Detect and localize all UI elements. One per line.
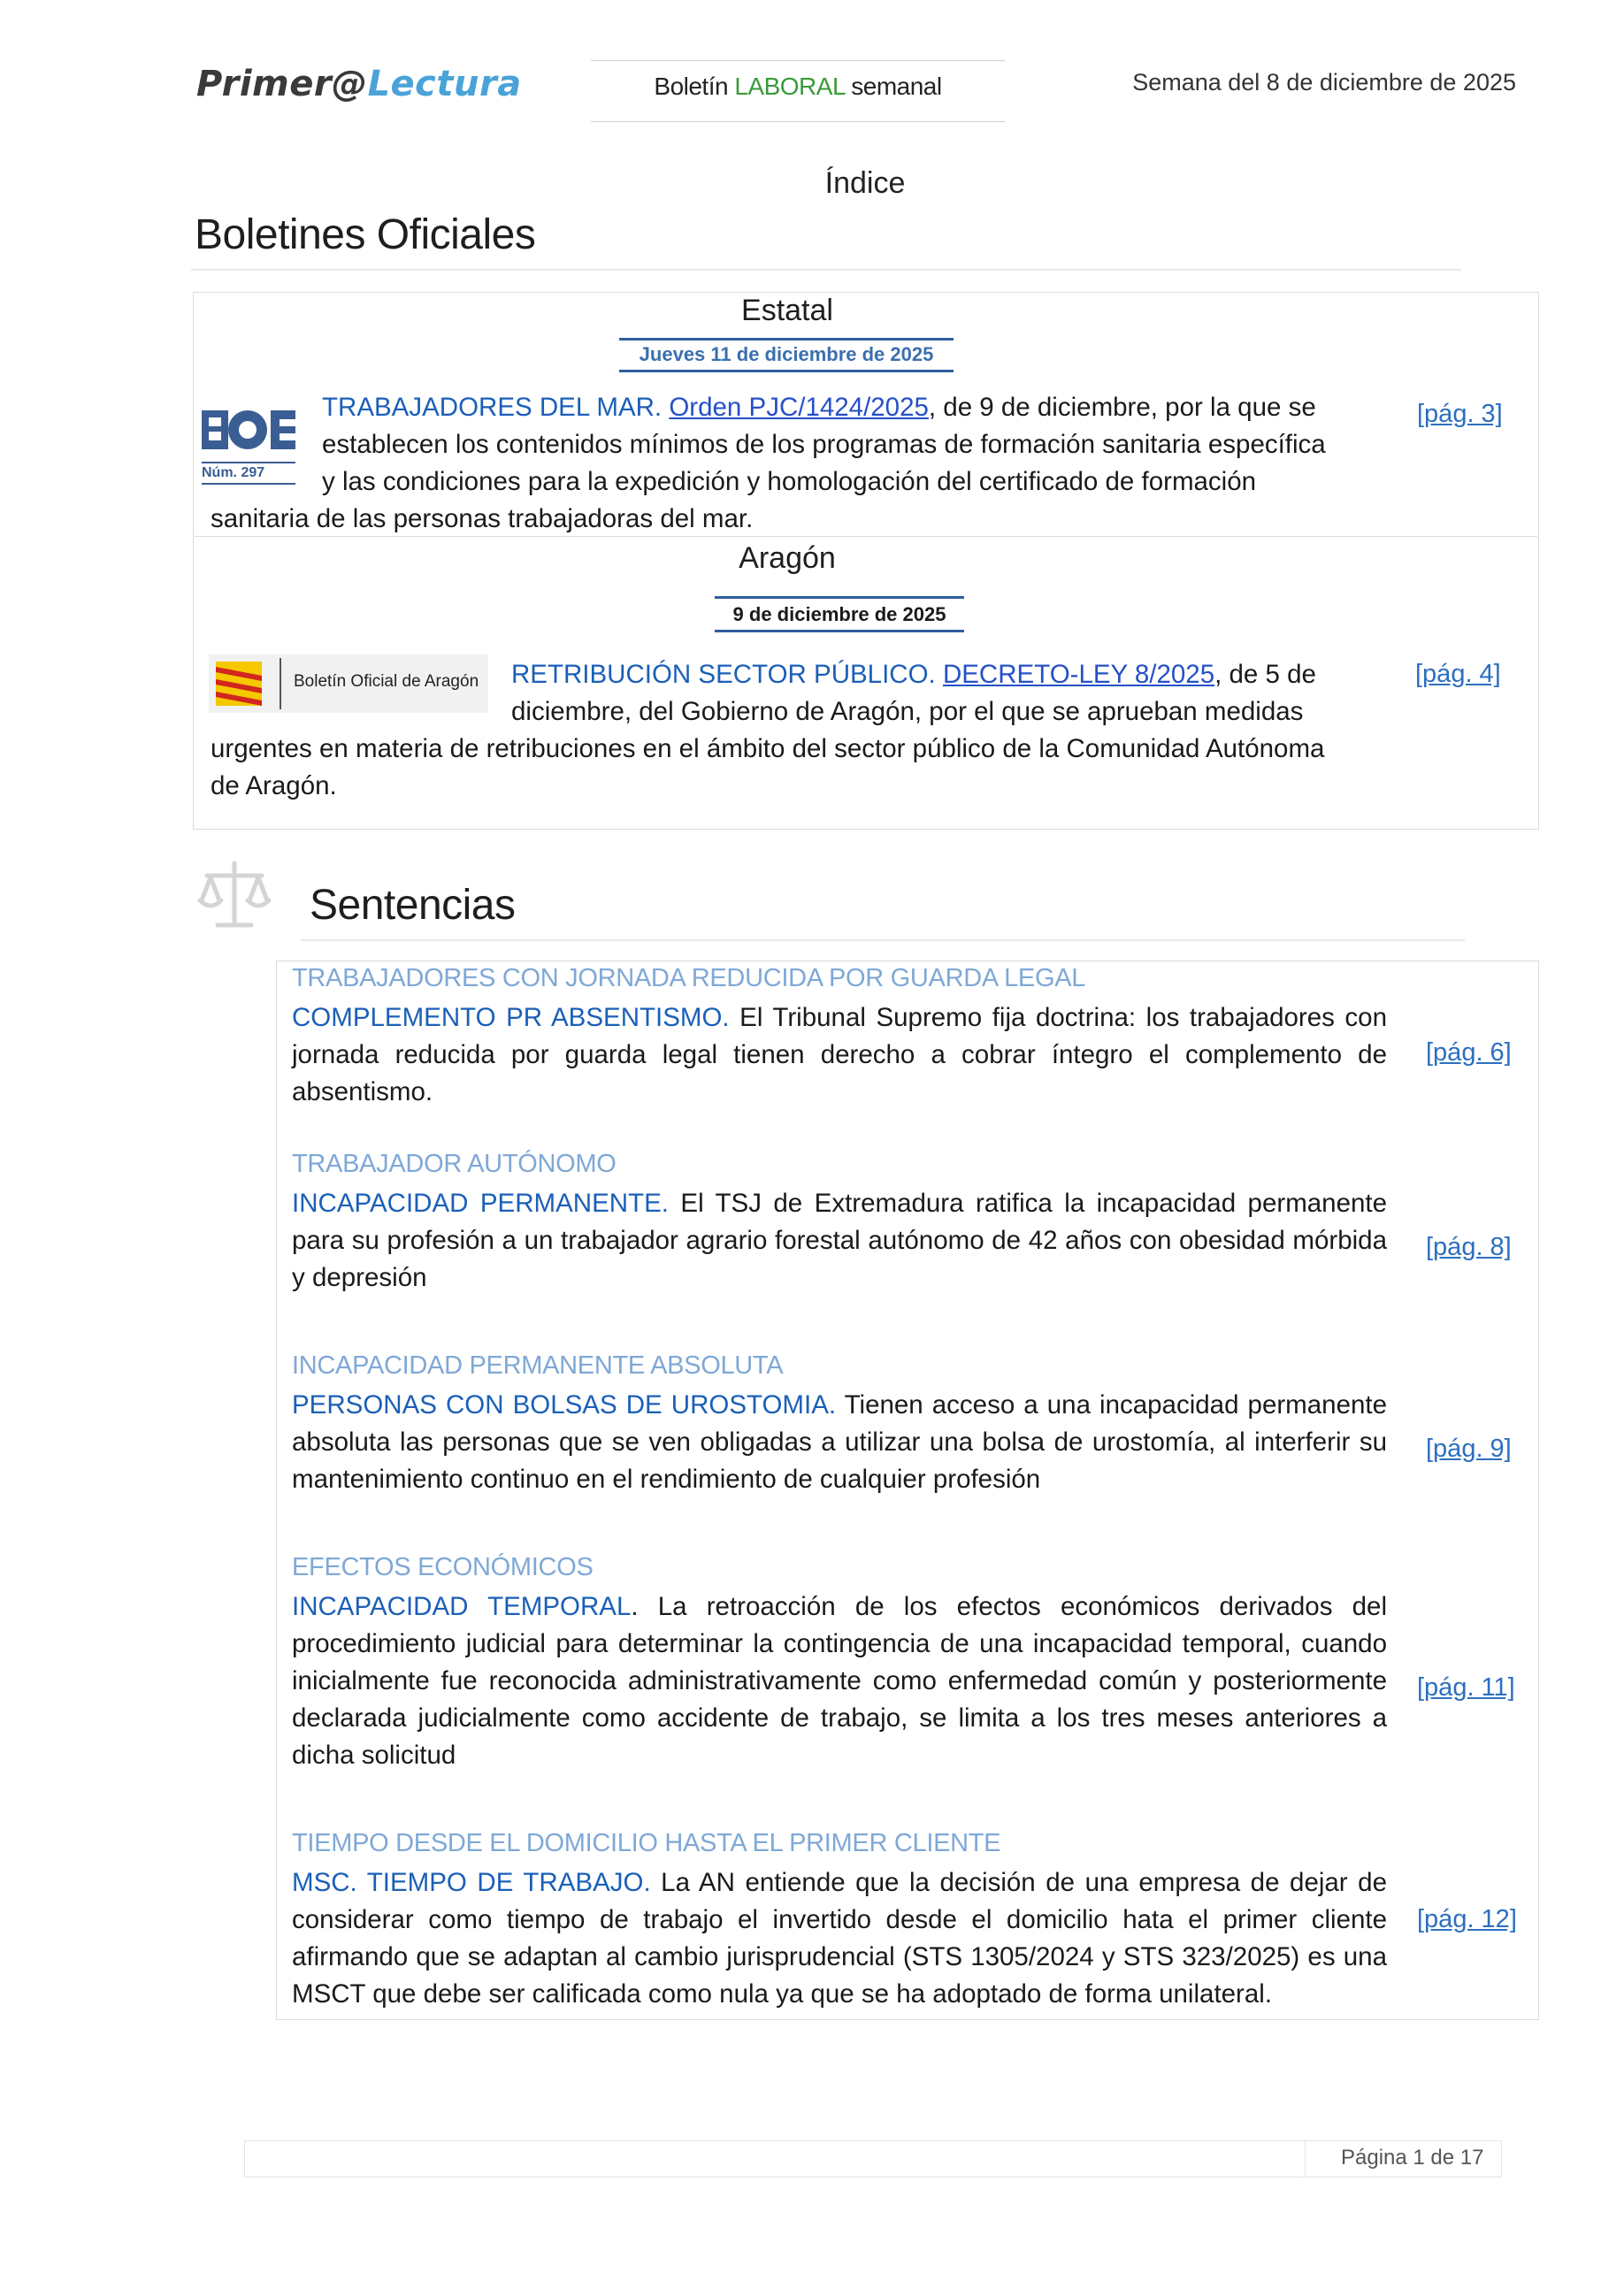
aragon-date: 9 de diciembre de 2025 (715, 600, 964, 632)
aragon-entry-line2: diciembre, del Gobierno de Aragón, por el que se aprueban medidas (511, 697, 1304, 726)
sentencia-page-link[interactable]: [pág. 11] (1417, 1673, 1515, 1702)
sentencia-category: INCAPACIDAD PERMANENTE ABSOLUTA (292, 1351, 784, 1380)
scales-icon (196, 858, 272, 938)
sentencia-text: INCAPACIDAD PERMANENTE. El TSJ de Extremadura ratifica la incapacidad permanente para su profesión a un trabajador agrario forestal autónomo de 42 años con obesidad mórbida y depresión (292, 1189, 1387, 1292)
sentencia-category: TRABAJADORES CON JORNADA REDUCIDA POR GUARDA LEGAL (292, 964, 1086, 992)
sentencia-text: COMPLEMENTO PR ABSENTISMO. El Tribunal Supremo fija doctrina: los trabajadores con jornada reducida por guarda legal tienen derecho a cobrar íntegro el complemento de absentismo. (292, 1003, 1387, 1106)
aragon-logo-text: Boletín Oficial de Aragón (294, 672, 479, 691)
estatal-title: Estatal (741, 294, 833, 327)
aragon-title: Aragón (739, 541, 836, 575)
section-rule (191, 269, 1461, 271)
section-title-sentencias: Sentencias (310, 882, 516, 929)
sentencia-text: MSC. TIEMPO DE TRABAJO. La AN entiende que la decisión de una empresa de dejar de considerar como tiempo de trabajo el invertido desde el domicilio hata el primer cliente afirmando que se adaptan al cambio jurisprudencial (STS 1305/2024 y STS 323/2025) es una MSCT que debe ser calificada como nula ya que se ha adoptado de forma unilateral. (292, 1868, 1387, 2009)
brand-logo: Primer@Lectura (196, 64, 522, 104)
sentencia-page-link[interactable]: [pág. 6] (1426, 1038, 1512, 1067)
sentencia-category: TIEMPO DESDE EL DOMICILIO HASTA EL PRIMER CLIENTE (292, 1829, 1001, 1857)
sentencia-text: INCAPACIDAD TEMPORAL. La retroacción de los efectos económicos derivados del procedimiento judicial para determinar la contingencia de una incapacidad temporal, cuando inicialmente fue reconocida administrativamente como enfermedad común y posteriormente declarada judicialmente como accidente de trabajo, se limita a los tres meses anteriores a dicha solicitud (292, 1592, 1387, 1770)
decreto-link[interactable]: DECRETO-LEY 8/2025 (942, 660, 1215, 689)
boe-number: Núm. 297 (202, 462, 295, 485)
orden-link[interactable]: Orden PJC/1424/2025 (669, 393, 929, 422)
sentencia-text: PERSONAS CON BOLSAS DE UROSTOMIA. Tienen acceso a una incapacidad permanente absoluta las personas que se ven obligadas a utilizar una bolsa de urostomía, al interferir su mantenimiento continuo en el rendimiento de cualquier profesión (292, 1390, 1387, 1494)
section-title-boletines: Boletines Oficiales (195, 211, 536, 258)
estatal-entry-line2: establecen los contenidos mínimos de los programas de formación sanitaria específica (322, 430, 1326, 459)
index-heading: Índice (824, 166, 906, 200)
section-rule (301, 939, 1465, 941)
footer-separator (1305, 2140, 1306, 2177)
sentencia-category: TRABAJADOR AUTÓNOMO (292, 1150, 617, 1178)
bulletin-title: Boletín LABORAL semanal (591, 60, 1005, 122)
week-label: Semana del 8 de diciembre de 2025 (1132, 69, 1516, 96)
estatal-page-link[interactable]: [pág. 3] (1417, 400, 1503, 428)
date-bar-top-rule (715, 596, 964, 599)
logo-separator (280, 658, 281, 709)
sentencia-category: EFECTOS ECONÓMICOS (292, 1553, 594, 1581)
boe-logo (202, 407, 295, 453)
estatal-entry-line1: TRABAJADORES DEL MAR. Orden PJC/1424/2025, de 9 de diciembre, por la que se (322, 393, 1316, 422)
sentencia-page-link[interactable]: [pág. 12] (1417, 1905, 1517, 1933)
page-number: Página 1 de 17 (1341, 2146, 1484, 2170)
aragon-entry-line3: urgentes en materia de retribuciones en el ámbito del sector público de la Comunidad Autónoma (211, 734, 1325, 763)
estatal-date: Jueves 11 de diciembre de 2025 (619, 340, 954, 372)
estatal-entry-line4: sanitaria de las personas trabajadoras del mar. (211, 504, 754, 533)
sentencia-page-link[interactable]: [pág. 9] (1426, 1435, 1512, 1463)
date-bar-top-rule (619, 338, 954, 341)
aragon-page-link[interactable]: [pág. 4] (1415, 660, 1501, 688)
aragon-entry-line1: RETRIBUCIÓN SECTOR PÚBLICO. DECRETO-LEY 8/2025, de 5 de (511, 660, 1316, 689)
footer-box (244, 2140, 1502, 2177)
estatal-entry-line3: y las condiciones para la expedición y homologación del certificado de formación (322, 467, 1257, 496)
sentencia-page-link[interactable]: [pág. 8] (1426, 1233, 1512, 1261)
aragon-entry-line4: de Aragón. (211, 771, 337, 800)
